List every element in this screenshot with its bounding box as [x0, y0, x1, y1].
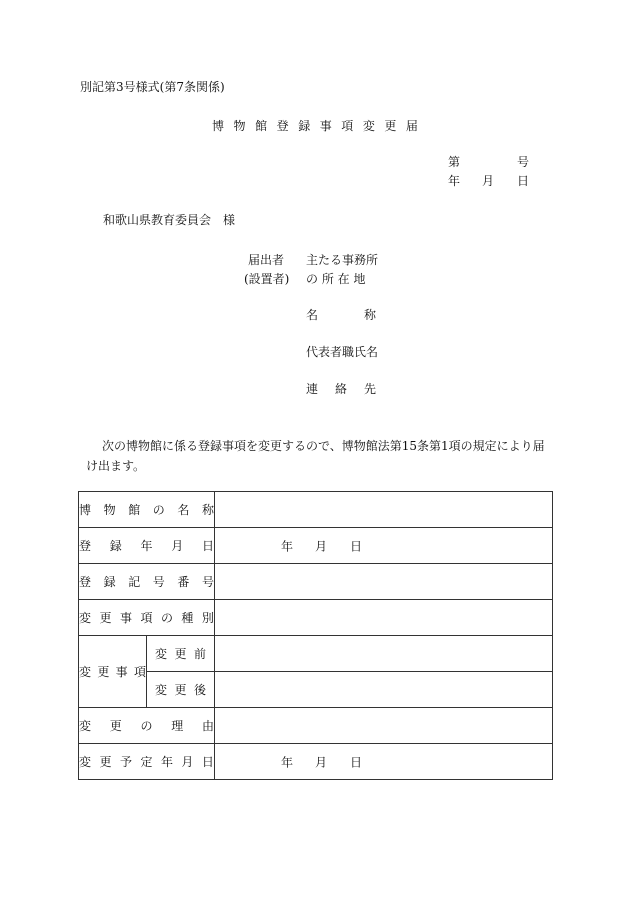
- table-label-char: 年: [160, 755, 173, 769]
- change-type-value[interactable]: [215, 600, 553, 636]
- table-row: [79, 672, 553, 708]
- table-label-char: 別: [201, 611, 214, 625]
- title-char: 館: [255, 119, 268, 133]
- table-label-char: の: [160, 611, 173, 625]
- table-label-char: 理: [171, 719, 184, 733]
- museum-name-label: [79, 492, 215, 528]
- planned-date-value[interactable]: [215, 744, 553, 780]
- name-label-char: 称: [363, 308, 376, 322]
- table-label-char: 号: [152, 575, 165, 589]
- table-label-char: 日: [201, 539, 214, 553]
- table-label-char: 定: [140, 755, 153, 769]
- table-label-char: 録: [103, 575, 116, 589]
- submitter-label-sub: (設置者): [244, 272, 290, 286]
- before-change-value[interactable]: [215, 636, 553, 672]
- recipient: 和歌山県教育委員会 様: [103, 213, 236, 227]
- plan-date-month: 月: [315, 755, 328, 769]
- name-label-char: 名: [306, 308, 319, 322]
- table-label-char: 項: [140, 611, 153, 625]
- document-title: [212, 120, 418, 132]
- name-label: [306, 309, 376, 321]
- registration-number-value[interactable]: [215, 564, 553, 600]
- table-row: [79, 636, 553, 672]
- title-char: 博: [212, 119, 225, 133]
- table-label-char: 更: [97, 665, 110, 679]
- table-label-char: 称: [201, 503, 214, 517]
- doc-number-prefix: 第: [448, 155, 461, 169]
- table-label-char: 種: [181, 611, 194, 625]
- table-row: [79, 744, 553, 780]
- table-label-char: 項: [133, 665, 146, 679]
- table-label-char: 日: [201, 755, 214, 769]
- table-label-char: 登: [79, 575, 92, 589]
- change-reason-value[interactable]: [215, 708, 553, 744]
- table-label-char: 物: [103, 503, 116, 517]
- title-char: 登: [276, 119, 289, 133]
- title-char: 更: [384, 119, 397, 133]
- office-label: 主たる事務所: [306, 253, 379, 267]
- contact-label: [306, 383, 376, 395]
- table-label-char: 号: [201, 575, 214, 589]
- table-label-char: 変: [79, 611, 92, 625]
- change-form-table: [78, 491, 553, 780]
- table-label-char: 更: [109, 719, 122, 733]
- table-label-char: 事: [119, 611, 132, 625]
- change-reason-label: [79, 708, 215, 744]
- table-row: [79, 564, 553, 600]
- before-change-label: [147, 636, 215, 672]
- table-label-char: 変: [155, 647, 168, 661]
- table-label-char: 記: [128, 575, 141, 589]
- contact-label-char: 絡: [334, 382, 347, 396]
- title-char: 物: [233, 119, 246, 133]
- address-label: の 所 在 地: [306, 272, 366, 286]
- table-label-char: 変: [79, 719, 92, 733]
- plan-date-year: 年: [281, 755, 294, 769]
- table-label-char: 月: [171, 539, 184, 553]
- contact-label-char: 連: [306, 382, 319, 396]
- table-label-char: 変: [79, 755, 92, 769]
- date-day-label: 日: [517, 174, 530, 188]
- table-label-char: の: [152, 503, 165, 517]
- contact-label-char: 先: [363, 382, 376, 396]
- table-label-char: 前: [193, 647, 206, 661]
- title-char: 事: [319, 119, 332, 133]
- table-label-char: 録: [109, 539, 122, 553]
- registration-date-value[interactable]: [215, 528, 553, 564]
- change-type-label: [79, 600, 215, 636]
- date-year-label: 年: [448, 174, 461, 188]
- title-char: 録: [298, 119, 311, 133]
- planned-date-label: [79, 744, 215, 780]
- table-label-char: 事: [115, 665, 128, 679]
- date-month-label: 月: [482, 174, 495, 188]
- table-label-char: 名: [177, 503, 190, 517]
- change-items-label: [79, 636, 147, 708]
- table-label-char: の: [140, 719, 153, 733]
- body-text: 次の博物館に係る登録事項を変更するので、博物館法第15条第1項の規定により届け出ます。: [86, 439, 545, 473]
- museum-name-value[interactable]: [215, 492, 553, 528]
- after-change-label: [147, 672, 215, 708]
- table-label-char: 由: [201, 719, 214, 733]
- table-label-char: 館: [128, 503, 141, 517]
- table-label-char: 月: [181, 755, 194, 769]
- table-row: [79, 492, 553, 528]
- table-row: [79, 528, 553, 564]
- doc-number-suffix: 号: [517, 155, 530, 169]
- representative-label: 代表者職氏名: [306, 345, 379, 359]
- reg-date-day: 日: [350, 539, 363, 553]
- title-char: 届: [405, 119, 418, 133]
- table-label-char: 予: [119, 755, 132, 769]
- table-label-char: 更: [99, 755, 112, 769]
- title-char: 項: [341, 119, 354, 133]
- table-label-char: 博: [79, 503, 92, 517]
- table-label-char: 変: [79, 665, 92, 679]
- table-row: [79, 600, 553, 636]
- table-label-char: 年: [140, 539, 153, 553]
- table-label-char: 番: [177, 575, 190, 589]
- title-char: 変: [362, 119, 375, 133]
- reg-date-month: 月: [315, 539, 328, 553]
- table-label-char: 更: [174, 683, 187, 697]
- table-label-char: 更: [174, 647, 187, 661]
- table-row: [79, 708, 553, 744]
- table-label-char: 変: [155, 683, 168, 697]
- form-number: 別記第3号様式(第7条関係): [80, 80, 225, 94]
- after-change-value[interactable]: [215, 672, 553, 708]
- reg-date-year: 年: [281, 539, 294, 553]
- table-label-char: 更: [99, 611, 112, 625]
- registration-date-label: [79, 528, 215, 564]
- submitter-label: 届出者: [248, 253, 285, 267]
- table-label-char: 後: [193, 683, 206, 697]
- plan-date-day: 日: [350, 755, 363, 769]
- table-label-char: 登: [79, 539, 92, 553]
- registration-number-label: [79, 564, 215, 600]
